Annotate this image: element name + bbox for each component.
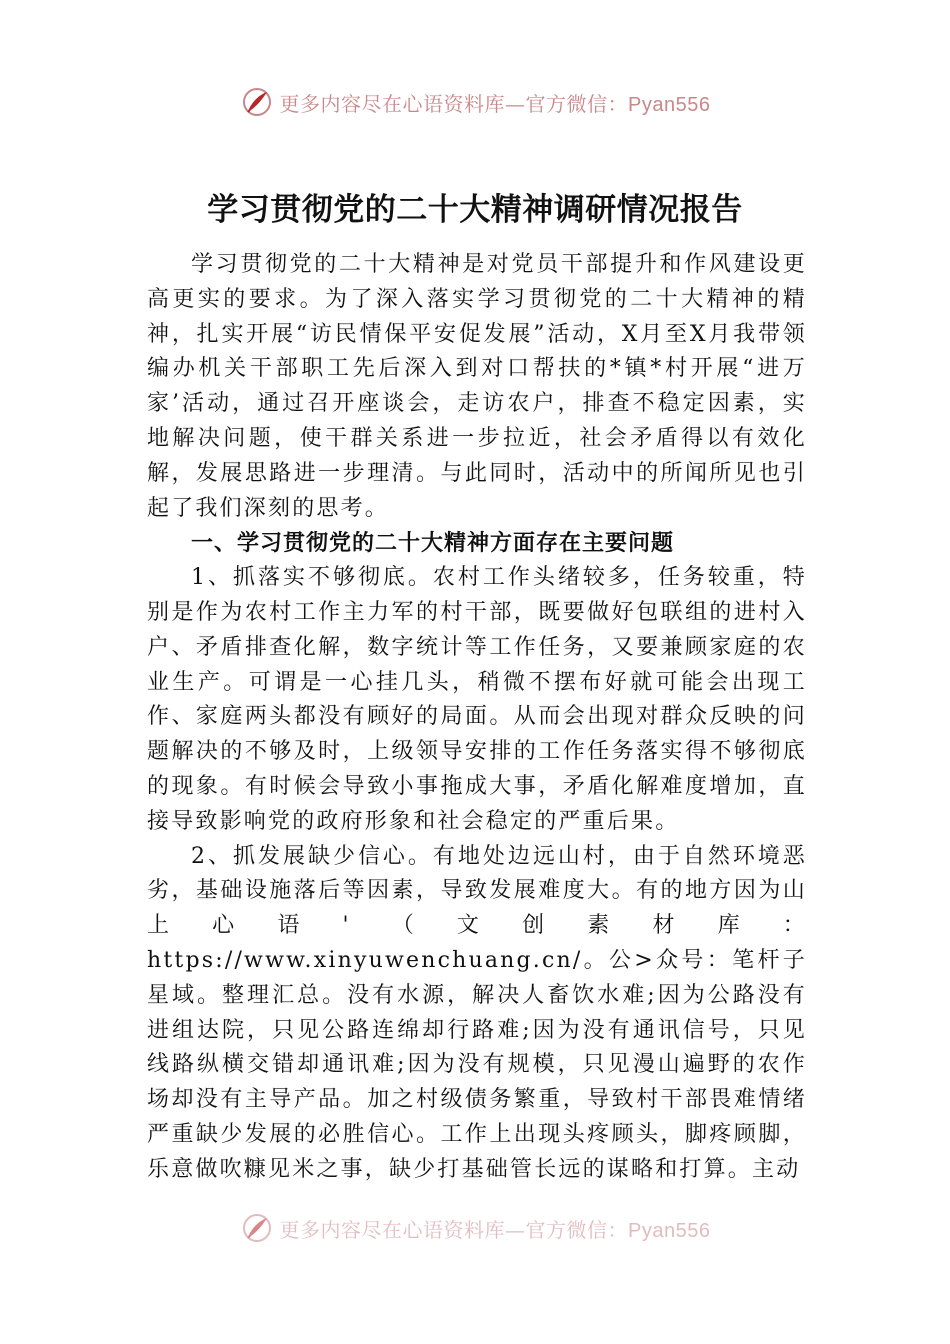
- body-paragraph-2: 2、抓发展缺少信心。有地处边远山村，由于自然环境恶劣，基础设施落后等因素，导致发展难度大。有的地方因为山上心语'（文创素材库：https://www.xinyuwenchuang.cn/。公>众号：笔杆子星域。整理汇总。没有水源，解决人畜饮水难;因为公路没有进组达院，只见公路连绵却行路难;因为没有通讯信号，只见线路纵横交错却通讯难;因为没有规模，只见漫山遍野的农作场却没有主导产品。加之村级债务繁重，导致村干部畏难情绪严重缺少发展的必胜信心。工作上出现头疼顾头，脚疼顾脚，乐意做吹糠见米之事，缺少打基础管长远的谋略和打算。主动: [147, 843, 807, 1182]
- document-body: [147, 248, 807, 1188]
- quill-logo-icon: [240, 1211, 274, 1245]
- watermark-text: 更多内容尽在心语资料库—官方微信：Pyan556: [279, 91, 711, 116]
- body-paragraph-1: 1、抓落实不够彻底。农村工作头绪较多，任务较重，特别是作为农村工作主力军的村干部，既要做好包联组的进村入户、矛盾排查化解，数字统计等工作任务，又要兼顾家庭的农业生产。可谓是一心挂几头，稍微不摆布好就可能会出现工作、家庭两头都没有顾好的局面。从而会出现对群众反映的问题解决的不够及时，上级领导安排的工作任务落实得不够彻底的现象。有时候会导致小事拖成大事，矛盾化解难度增加，直接导致影响党的政府形象和社会稳定的严重后果。: [147, 565, 807, 834]
- intro-paragraph: 学习贯彻党的二十大精神是对党员干部提升和作风建设更高更实的要求。为了深入落实学习贯彻党的二十大精神的精神，扎实开展“访民情保平安促发展”活动，X月至X月我带领编办机关干部职工先后深入到对口帮扶的*镇*村开展“进万家’活动，通过召开座谈会，走访农户，排查不稳定因素，实地解决问题，使干群关系进一步拉近，社会矛盾得以有效化解，发展思路进一步理清。与此同时，活动中的所闻所见也引起了我们深刻的思考。: [147, 252, 807, 521]
- watermark-wechat-id: Pyan556: [628, 1219, 711, 1242]
- watermark-footer: [0, 1208, 950, 1248]
- watermark-header: [0, 82, 950, 122]
- quill-logo-icon: [240, 85, 274, 119]
- watermark-wechat-id: Pyan556: [628, 93, 711, 116]
- section-heading-1: 一、学习贯彻党的二十大精神方面存在主要问题: [191, 530, 675, 557]
- watermark-text: 更多内容尽在心语资料库—官方微信：Pyan556: [279, 1217, 711, 1242]
- document-title: 学习贯彻党的二十大精神调研情况报告: [207, 192, 743, 228]
